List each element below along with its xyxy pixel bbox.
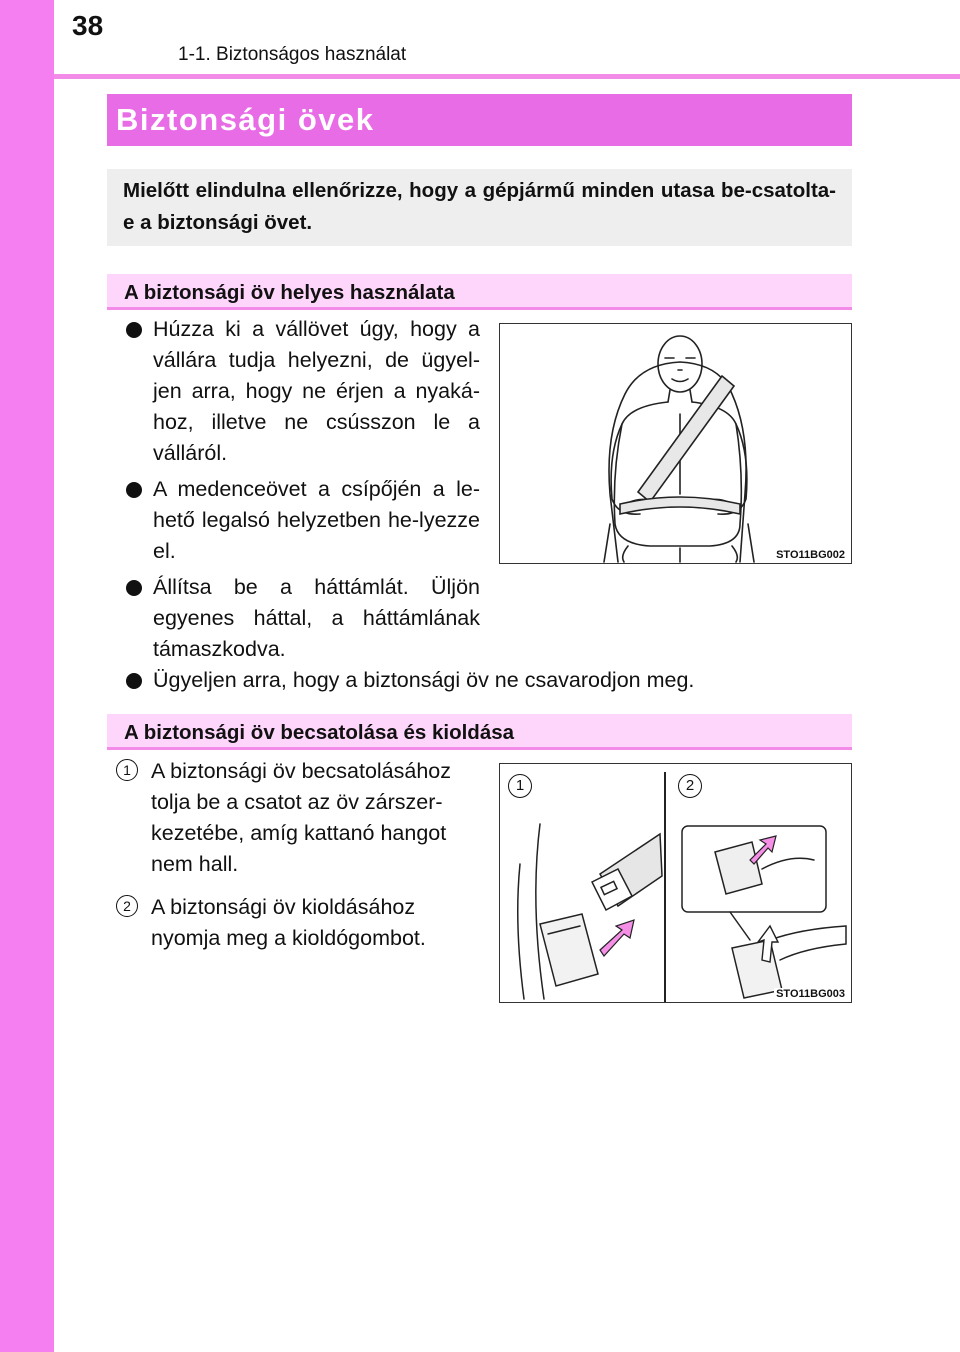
figure-code: STO11BG003 (776, 988, 845, 1000)
figure-label-1: 1 (508, 774, 532, 798)
list-item: Állítsa be a háttámlát. Üljön egyenes háttal, a háttámlának támaszkodva. (124, 572, 480, 665)
twist-warning-bullet: Ügyeljen arra, hogy a biztonsági öv ne csavarodjon meg. (124, 665, 864, 696)
buckle-drawing (500, 764, 851, 1002)
figure-label-2: 2 (678, 774, 702, 798)
step-text: A biztonsági öv kioldásához nyomja meg a kioldógombot. (151, 895, 426, 950)
seated-person-drawing (500, 324, 851, 563)
step-2 (116, 892, 476, 954)
buckle-illustration (499, 763, 852, 1003)
step-1 (116, 756, 476, 880)
fastening-steps (116, 756, 476, 966)
subheading-fastening: A biztonsági öv becsatolása és kioldása (107, 714, 852, 750)
header-divider (54, 74, 960, 79)
figure-code: STO11BG002 (776, 549, 845, 561)
list-item: A medenceövet a csípőjén a le-hető legalsó helyzetben he-lyezze el. (124, 474, 480, 567)
page-number: 38 (72, 10, 104, 41)
section-title: Biztonsági övek (107, 94, 852, 146)
proper-use-list (124, 314, 480, 670)
step-number: 1 (116, 759, 138, 781)
subheading-proper-use: A biztonsági öv helyes használata (107, 274, 852, 310)
intro-box: Mielőtt elindulna ellenőrizze, hogy a gépjármű minden utasa be-csatolta-e a biztonsági övet. (107, 169, 852, 246)
side-color-bar (0, 0, 54, 1352)
list-item: Húzza ki a vállövet úgy, hogy a vállára tudja helyezni, de ügyel-jen arra, hogy ne érjen a nyaká-hoz, illetve ne csússzon le a válláról. (124, 314, 480, 469)
seatbelt-wearing-illustration (499, 323, 852, 564)
step-number: 2 (116, 895, 138, 917)
step-text: A biztonsági öv becsatolásához tolja be a csatot az öv zárszer-kezetébe, amíg kattanó hangot nem hall. (151, 759, 452, 876)
chapter-title: 1-1. Biztonságos használat (178, 44, 407, 65)
